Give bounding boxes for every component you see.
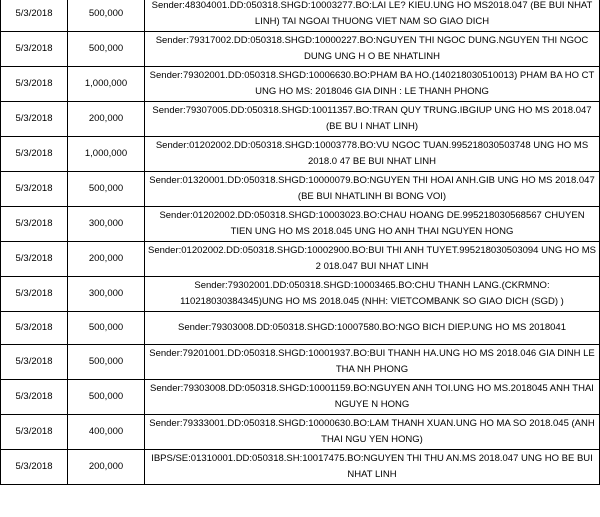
description-cell: IBPS/SE:01310001.DD:050318.SH:10017475.BO:NGUYEN THI THU AN.MS 2018.047 UNG HO BE BUI NHAT LINH [145, 450, 600, 485]
table-row [1, 172, 600, 207]
date-cell: 5/3/2018 [1, 450, 68, 485]
table-row [1, 277, 600, 312]
amount-cell: 300,000 [68, 207, 145, 242]
description-cell: Sender:01320001.DD:050318.SHGD:10000079.BO:NGUYEN THI HOAI ANH.GIB UNG HO MS 2018.047 (BE BUI NHATLINH BI BONG VOI) [145, 172, 600, 207]
date-cell: 5/3/2018 [1, 312, 68, 345]
date-cell: 5/3/2018 [1, 242, 68, 277]
description-cell: Sender:79303008.DD:050318.SHGD:10007580.BO:NGO BICH DIEP.UNG HO MS 2018041 [145, 312, 600, 345]
table-row [1, 137, 600, 172]
date-cell: 5/3/2018 [1, 380, 68, 415]
description-cell: Sender:79302001.DD:050318.SHGD:10003465.BO:CHU THANH LANG.(CKRMNO: 110218030384345)UNG HO MS 2018.045 (NHH: VIETCOMBANK SO GIAO DICH (SGD) ) [145, 277, 600, 312]
amount-cell: 400,000 [68, 415, 145, 450]
amount-cell: 200,000 [68, 102, 145, 137]
table-row [1, 345, 600, 380]
table-row [1, 242, 600, 277]
amount-cell: 1,000,000 [68, 137, 145, 172]
amount-cell: 200,000 [68, 242, 145, 277]
table-row [1, 312, 600, 345]
date-cell: 5/3/2018 [1, 0, 68, 32]
description-cell: Sender:79302001.DD:050318.SHGD:10006630.BO:PHAM BA HO.(140218030510013) PHAM BA HO CT UNG HO MS: 2018046 GIA DINH : LE THANH PHONG [145, 67, 600, 102]
date-cell: 5/3/2018 [1, 207, 68, 242]
table-row [1, 207, 600, 242]
amount-cell: 500,000 [68, 380, 145, 415]
description-cell: Sender:79317002.DD:050318.SHGD:10000227.BO:NGUYEN THI NGOC DUNG.NGUYEN THI NGOC DUNG UNG H O BE NHATLINH [145, 32, 600, 67]
description-cell: Sender:79303008.DD:050318.SHGD:10001159.BO:NGUYEN ANH TOI.UNG HO MS.2018045 ANH THAI NGUYE N HONG [145, 380, 600, 415]
description-cell: Sender:79201001.DD:050318.SHGD:10001937.BO:BUI THANH HA.UNG HO MS 2018.046 GIA DINH LE THA NH PHONG [145, 345, 600, 380]
description-cell: Sender:79307005.DD:050318.SHGD:10011357.BO:TRAN QUY TRUNG.IBGIUP UNG HO MS 2018.047 (BE BU I NHAT LINH) [145, 102, 600, 137]
date-cell: 5/3/2018 [1, 345, 68, 380]
table-row [1, 450, 600, 485]
table-body [1, 0, 600, 485]
table-row [1, 380, 600, 415]
amount-cell: 500,000 [68, 0, 145, 32]
description-cell: Sender:48304001.DD:050318.SHGD:10003277.BO:LAI LE? KIEU.UNG HO MS2018.047 (BE BUI NHAT LINH) TAI NGOAI THUONG VIET NAM SO GIAO DICH [145, 0, 600, 32]
description-cell: Sender:01202002.DD:050318.SHGD:10002900.BO:BUI THI ANH TUYET.995218030503094 UNG HO MS 2 018.047 BUI NHAT LINH [145, 242, 600, 277]
date-cell: 5/3/2018 [1, 172, 68, 207]
table-row [1, 0, 600, 32]
description-cell: Sender:01202002.DD:050318.SHGD:10003023.BO:CHAU HOANG DE.995218030568567 CHUYEN TIEN UNG HO MS 2018.045 UNG HO ANH THAI NGUYEN HONG [145, 207, 600, 242]
description-cell: Sender:01202002.DD:050318.SHGD:10003778.BO:VU NGOC TUAN.995218030503748 UNG HO MS 2018.0 47 BE BUI NHAT LINH [145, 137, 600, 172]
amount-cell: 500,000 [68, 345, 145, 380]
table-row [1, 102, 600, 137]
amount-cell: 200,000 [68, 450, 145, 485]
date-cell: 5/3/2018 [1, 32, 68, 67]
description-cell: Sender:79333001.DD:050318.SHGD:10000630.BO:LAM THANH XUAN.UNG HO MA SO 2018.045 (ANH THAI NGU YEN HONG) [145, 415, 600, 450]
table-row [1, 32, 600, 67]
amount-cell: 1,000,000 [68, 67, 145, 102]
amount-cell: 300,000 [68, 277, 145, 312]
date-cell: 5/3/2018 [1, 67, 68, 102]
date-cell: 5/3/2018 [1, 137, 68, 172]
table-row [1, 67, 600, 102]
date-cell: 5/3/2018 [1, 277, 68, 312]
amount-cell: 500,000 [68, 172, 145, 207]
amount-cell: 500,000 [68, 312, 145, 345]
date-cell: 5/3/2018 [1, 102, 68, 137]
amount-cell: 500,000 [68, 32, 145, 67]
date-cell: 5/3/2018 [1, 415, 68, 450]
table-row [1, 415, 600, 450]
